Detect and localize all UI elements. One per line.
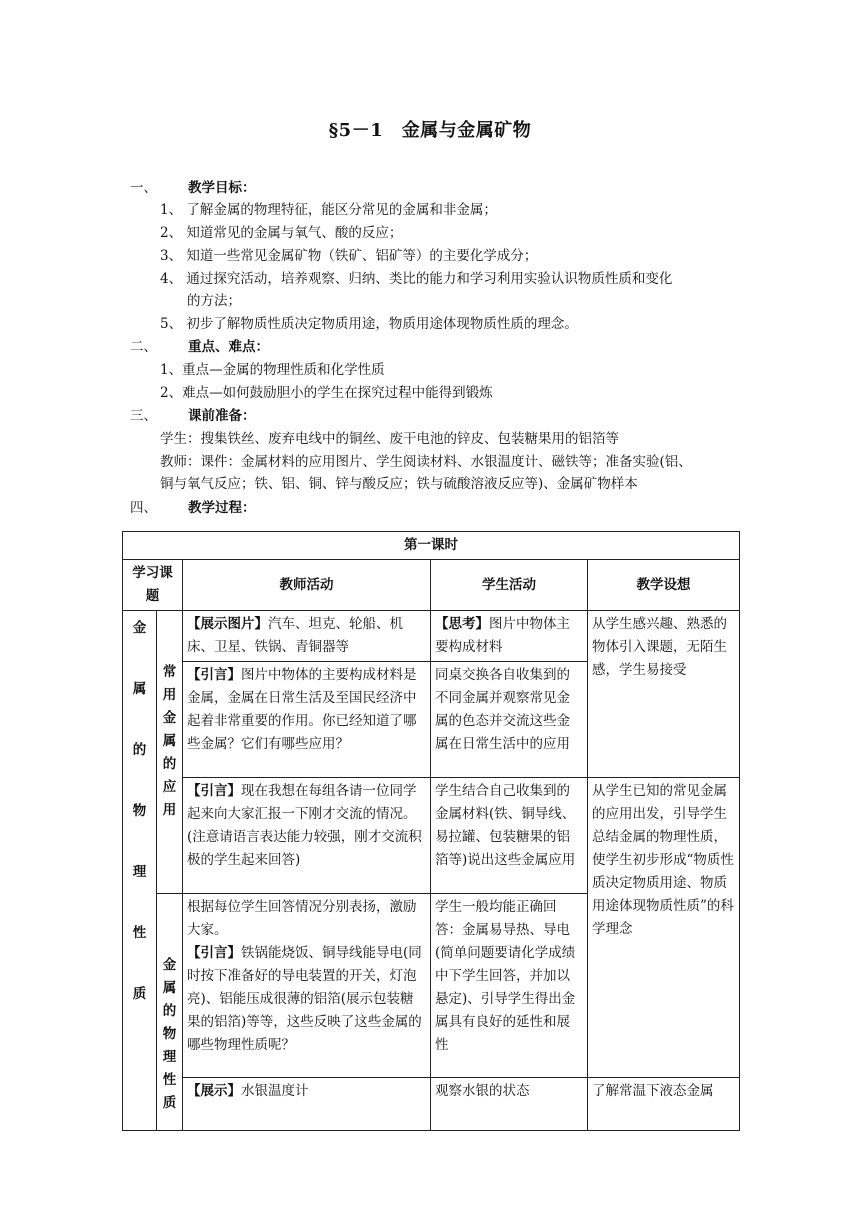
topic-cell xyxy=(123,611,157,1131)
idea-cell: 了解常温下液态金属 xyxy=(588,1078,740,1131)
goal-item: 2、 知道常见的金属与氧气、酸的反应； xyxy=(160,225,403,241)
teacher-text: 根据每位学生回答情况分别表扬，激励大家。 xyxy=(187,899,417,938)
key-item: 2、难点—如何鼓励胆小的学生在探究过程中能得到锻炼 xyxy=(160,385,493,401)
teacher-text: 水银温度计 xyxy=(241,1083,309,1099)
header-topic: 学习课题 xyxy=(123,560,183,611)
student-cell xyxy=(431,611,588,662)
prep-item: 铜与氧气反应；铁、铝、铜、锌与酸反应；铁与硫酸溶液反应等)、金属矿物样本 xyxy=(160,476,638,492)
student-cell xyxy=(431,1078,588,1131)
teacher-text: 汽车、坦克、轮船、机床、卫星、铁锅、青铜器等 xyxy=(187,616,403,655)
student-cell xyxy=(431,778,588,894)
student-text: 学生一般均能正确回答：金属易导热、导电(简单问题要请化学成绩中下学生回答，并加以悬定)、引导学生得出金属具有良好的延性和展性 xyxy=(435,899,576,1053)
activity-tag: 【思考】 xyxy=(435,616,489,632)
vertical-char: 质 xyxy=(132,986,147,1002)
page-title: §5－1 金属与金属矿物 xyxy=(328,120,532,141)
vertical-char: 属 xyxy=(162,980,177,996)
goal-item: 5、 初步了解物质性质决定物质用途，物质用途体现物质性质的理念。 xyxy=(160,316,578,332)
student-cell xyxy=(431,894,588,1078)
section-number: 三、 xyxy=(130,408,157,424)
table-caption: 第一课时 xyxy=(123,532,740,560)
prep-item: 教师：课件：金属材料的应用图片、学生阅读材料、水银温度计、磁铁等；准备实验(铝、 xyxy=(160,454,692,470)
section-key xyxy=(130,335,269,355)
vertical-char: 属 xyxy=(162,733,177,749)
vertical-char: 理 xyxy=(162,1049,177,1065)
section-heading: 教学目标： xyxy=(188,180,256,196)
subtopic-cell xyxy=(157,894,183,1131)
student-cell xyxy=(431,662,588,778)
section-number: 二、 xyxy=(130,339,157,355)
vertical-char: 物 xyxy=(162,1026,177,1042)
goal-item: 1、 了解金属的物理特征，能区分常见的金属和非金属； xyxy=(160,202,497,218)
vertical-char: 属 xyxy=(132,681,147,697)
header-idea: 教学设想 xyxy=(588,560,740,611)
vertical-char: 应 xyxy=(162,779,177,795)
teacher-cell xyxy=(183,778,431,894)
section-heading: 课前准备： xyxy=(188,408,256,424)
section-goals xyxy=(130,176,256,196)
vertical-char: 质 xyxy=(162,1095,177,1111)
vertical-char: 金 xyxy=(162,710,177,726)
vertical-char: 性 xyxy=(132,925,147,941)
idea-cell: 从学生已知的常见金属的应用出发，引导学生总结金属的物理性质，使学生初步形成“物质性质决定物质用途、物质用途体现物质性质”的科学理念 xyxy=(588,778,740,1078)
subtopic-label xyxy=(157,661,182,822)
vertical-char: 的 xyxy=(162,1003,177,1019)
teacher-cell xyxy=(183,662,431,778)
vertical-char: 金 xyxy=(132,620,147,636)
vertical-char: 用 xyxy=(162,802,177,818)
section-number: 四、 xyxy=(130,500,157,516)
section-heading: 重点、难点： xyxy=(188,339,269,355)
vertical-char: 的 xyxy=(162,756,177,772)
teacher-cell xyxy=(183,1078,431,1131)
section-heading: 教学过程： xyxy=(188,500,256,516)
teacher-cell xyxy=(183,894,431,1078)
idea-cell: 从学生感兴趣、熟悉的物体引入课题，无陌生感，学生易接受 xyxy=(588,611,740,778)
student-text: 同桌交换各自收集到的不同金属并观察常见金属的色态并交流这些金属在日常生活中的应用 xyxy=(435,667,570,752)
activity-tag: 【引言】 xyxy=(187,945,241,961)
teacher-text: 铁锅能烧饭、铜导线能导电(同时按下准备好的导电装置的开关，灯泡亮)、铝能压成很薄的铝箔(展示包装糖果的铝箔)等等，这些反映了这些金属的哪些物理性质呢？ xyxy=(187,945,422,1053)
activity-tag: 【展示图片】 xyxy=(187,616,268,632)
vertical-char: 金 xyxy=(162,957,177,973)
prep-item: 学生：搜集铁丝、废弃电线中的铜丝、废干电池的锌皮、包装糖果用的铝箔等 xyxy=(160,431,619,447)
teacher-text: 图片中物体的主要构成材料是金属，金属在日常生活及至国民经济中起着非常重要的作用。你已经知道了哪些金属？它们有哪些应用？ xyxy=(187,667,417,752)
vertical-char: 常 xyxy=(162,664,177,680)
lesson-table xyxy=(122,531,740,1131)
student-text: 观察水银的状态 xyxy=(435,1083,530,1099)
student-text: 学生结合自己收集到的金属材料(铁、铜导线、易拉罐、包装糖果的铝箔等)说出这些金属应用 xyxy=(435,783,576,868)
section-prep xyxy=(130,404,256,424)
vertical-char: 理 xyxy=(132,864,147,880)
activity-tag: 【引言】 xyxy=(187,667,241,683)
activity-tag: 【展示】 xyxy=(187,1083,241,1099)
header-teacher: 教师活动 xyxy=(183,560,431,611)
student-text: 图片中物体主要构成材料 xyxy=(435,616,570,655)
subtopic-cell xyxy=(157,611,183,894)
topic-label xyxy=(123,617,156,1006)
teacher-text: 现在我想在每组各请一位同学起来向大家汇报一下刚才交流的情况。(注意请语言表达能力较强，刚才交流积极的学生起来回答) xyxy=(187,783,422,868)
goal-item: 4、 通过探究活动，培养观察、归纳、类比的能力和学习利用实验认识物质性质和变化 xyxy=(160,271,673,287)
goal-item: 3、 知道一些常见金属矿物（铁矿、铝矿等）的主要化学成分； xyxy=(160,248,538,264)
header-student: 学生活动 xyxy=(431,560,588,611)
vertical-char: 用 xyxy=(162,687,177,703)
section-process xyxy=(130,496,256,516)
teacher-cell xyxy=(183,611,431,662)
vertical-char: 物 xyxy=(132,803,147,819)
activity-tag: 【引言】 xyxy=(187,783,241,799)
vertical-char: 的 xyxy=(132,742,147,758)
subtopic-label xyxy=(157,954,182,1115)
key-item: 1、重点—金属的物理性质和化学性质 xyxy=(160,362,385,378)
section-number: 一、 xyxy=(130,180,157,196)
vertical-char: 性 xyxy=(162,1072,177,1088)
goal-item-cont: 的方法； xyxy=(187,293,241,309)
